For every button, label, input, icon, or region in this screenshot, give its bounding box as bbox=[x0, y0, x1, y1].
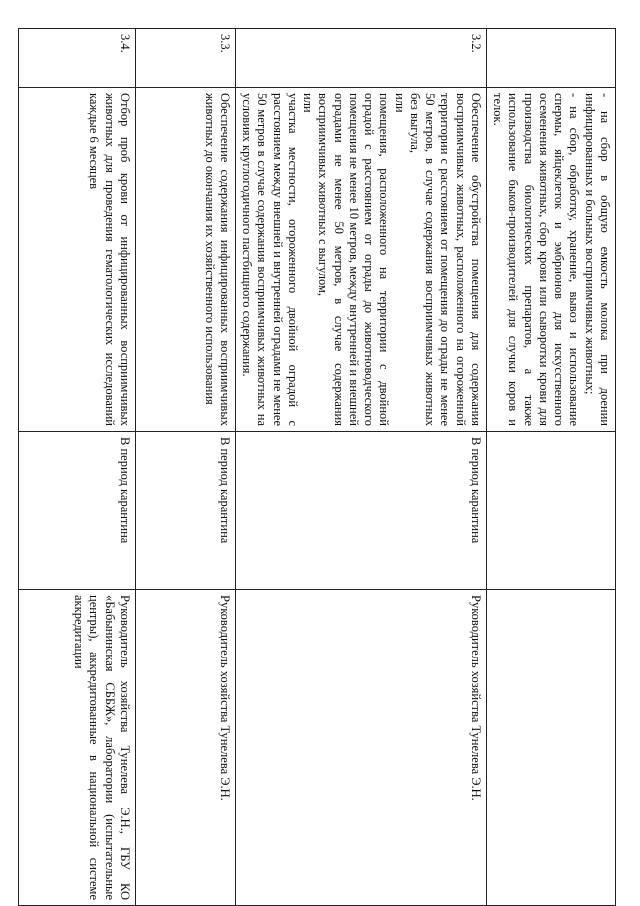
measure-text bbox=[136, 88, 236, 432]
measure-line: или bbox=[392, 93, 407, 113]
table-row-3-4 bbox=[19, 29, 136, 906]
table-row-3-3 bbox=[136, 29, 236, 906]
period-cell bbox=[487, 432, 616, 590]
period-cell: В период карантина bbox=[136, 432, 236, 590]
measure-text bbox=[487, 88, 616, 432]
measure-line: - на сбор в общую емкость молока при доении инфицированных и больных восприимчивых животных; bbox=[582, 93, 612, 426]
period-cell: В период карантина bbox=[236, 432, 487, 590]
measure-line: Обеспечение обустройства помещения для содержания восприимчивых животных, расположенного на огороженной территории с расстоянием от помещения до ограды не менее 50 метров, в случае содержания восприимчивых животных без выгула, bbox=[408, 93, 483, 426]
row-number bbox=[487, 29, 616, 88]
measure-line: - на сбор, обработку, хранение, вывоз и использование спермы, яйцеклеток и эмбрионов для искусственного осеменения животных, сбор крови или сыворотки крови для производства биологических препаратов, а также использование быков-производителей для случки коров и телок. bbox=[491, 93, 582, 426]
row-number: 3.4. bbox=[19, 29, 136, 88]
measure-text bbox=[19, 88, 136, 432]
responsible-cell: Руководитель хозяйства Тунелева Э.Н., ГБУ КО «Бабынинская СББЖ», лаборатории (испытательные центры), аккредитованные в национальной системе аккредитации bbox=[19, 590, 136, 906]
measures-table bbox=[18, 28, 616, 906]
measure-line: помещения, расположенного на территории с двойной оградой с расстоянием от ограды до животноводческого помещения не менее 10 метров, между внутренней и внешней оградами не менее 50 метров, в случае содержания восприимчивых животных с выгулом, bbox=[316, 93, 392, 426]
row-number: 3.2. bbox=[236, 29, 487, 88]
responsible-cell bbox=[487, 590, 616, 906]
measure-line: Отбор проб крови от инфицированных восприимчивых животных для проведения гематологических исследований каждые 6 месяцев bbox=[87, 93, 132, 426]
measure-line: или bbox=[301, 93, 316, 113]
row-number: 3.3. bbox=[136, 29, 236, 88]
measure-text bbox=[236, 88, 487, 432]
measure-line: участка местности, огороженного двойной оградой с расстоянием между внешней и внутренней оградами не менее 50 метров в случае содержания восприимчивых животных на условиях круглогодичного пастбищного содержания. bbox=[240, 93, 300, 426]
period-cell: В период карантина bbox=[19, 432, 136, 590]
table-row-continuation bbox=[487, 29, 616, 906]
table-row-3-2 bbox=[236, 29, 487, 906]
responsible-cell: Руководитель хозяйства Тунелева Э.Н. bbox=[236, 590, 487, 906]
responsible-cell: Руководитель хозяйства Тунелева Э.Н. bbox=[136, 590, 236, 906]
measure-line: Обеспечение содержания инфицированных восприимчивых животных до окончания их хозяйственного использования bbox=[202, 93, 232, 426]
